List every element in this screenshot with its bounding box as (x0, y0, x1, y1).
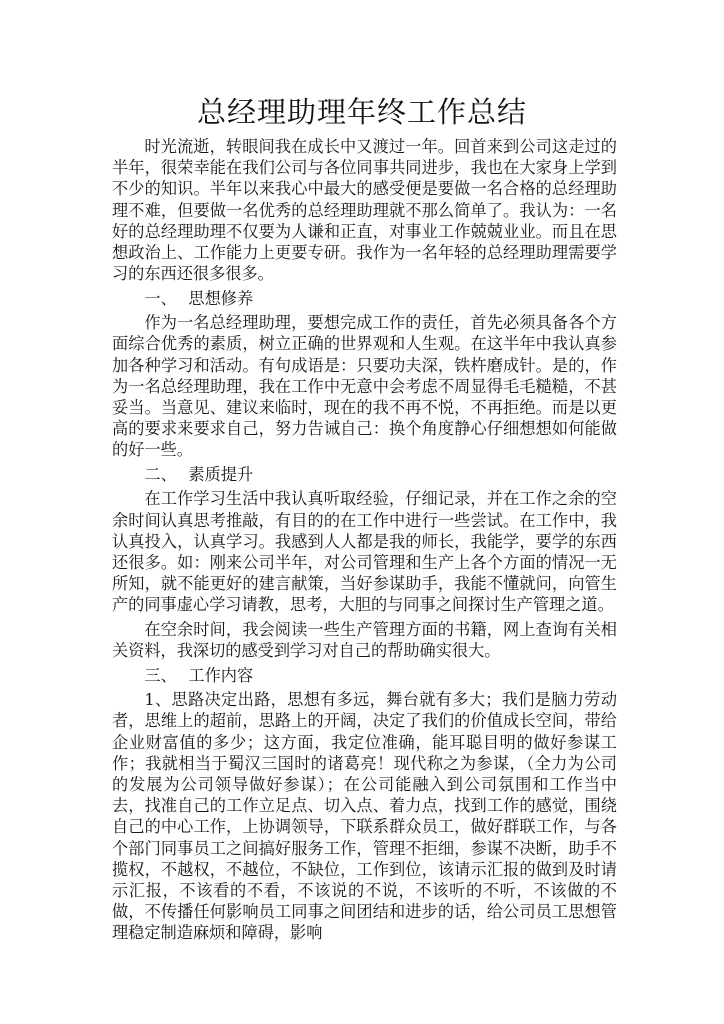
section-heading (112, 665, 617, 686)
paragraph: 1、思路决定出路，思想有多远，舞台就有多大；我们是脑力劳动者，思维上的超前，思路上的开阔，决定了我们的价值成长空间，带给企业财富值的多少；这方面，我定位准确，能耳聪目明的做好参谋工作；我就相当于蜀汉三国时的诸葛亮！现代称之为参谋，（全力为公司的发展为公司领导做好参谋）；在公司能融入到公司氛围和工作当中去，找准自己的工作立足点、切入点、着力点，找到工作的感觉，围绕自己的中心工作，上协调领导，下联系群众员工，做好群联工作，与各个部门同事员工之间搞好服务工作，管理不拒细，参谋不决断，助手不揽权，不越权，不越位，不缺位，工作到位，该请示汇报的做到及时请示汇报，不该看的不看，不该说的不说，不该听的不听，不该做的不做，不传播任何影响员工同事之间团结和进步的话，给公司员工思想管理稳定制造麻烦和障碍，影响 (112, 690, 617, 943)
section-heading (112, 464, 617, 485)
section-title: 思想修养 (188, 288, 254, 308)
section-title: 工作内容 (188, 665, 254, 685)
section-title: 素质提升 (188, 464, 254, 484)
section-number: 二、 (144, 464, 177, 484)
document-title: 总经理助理年终工作总结 (196, 95, 527, 129)
document-body (112, 136, 617, 947)
section-number: 三、 (144, 665, 177, 685)
paragraph: 作为一名总经理助理，要想完成工作的责任，首先必须具备各个方面综合优秀的素质，树立正确的世界观和人生观。在这半年中我认真参加各种学习和活动。有句成语是：只要功夫深，铁杵磨成针。是的，作为一名总经理助理，我在工作中无意中会考虑不周显得毛毛糙糙，不甚妥当。当意见、建议来临时，现在的我不再不悦，不再拒绝。而是以更高的要求来要求自己，努力告诫自己：换个角度静心仔细想想如何能做的好一些。 (112, 313, 617, 460)
paragraph: 在空余时间，我会阅读一些生产管理方面的书籍，网上查询有关相关资料，我深切的感受到学习对自己的帮助确实很大。 (112, 619, 617, 661)
section-number: 一、 (144, 288, 177, 308)
paragraph: 时光流逝，转眼间我在成长中又渡过一年。回首来到公司这走过的半年，很荣幸能在我们公司与各位同事共同进步，我也在大家身上学到不少的知识。半年以来我心中最大的感受便是要做一名合格的总经理助理不难，但要做一名优秀的总经理助理就不那么简单了。我认为：一名好的总经理助理不仅要为人谦和正直，对事业工作兢兢业业。而且在思想政治上、工作能力上更要专研。我作为一名年轻的总经理助理需要学习的东西还很多很多。 (112, 137, 617, 284)
paragraph: 在工作学习生活中我认真听取经验，仔细记录，并在工作之余的空余时间认真思考推敲，有目的的在工作中进行一些尝试。在工作中，我认真投入，认真学习。我感到人人都是我的师长，我能学，要学的东西还很多。如：刚来公司半年，对公司管理和生产上各个方面的情况一无所知，就不能更好的建言献策，当好参谋助手，我能不懂就问，向管生产的同事虚心学习请教，思考，大胆的与同事之间探讨生产管理之道。 (112, 489, 617, 615)
section-heading (112, 288, 617, 309)
